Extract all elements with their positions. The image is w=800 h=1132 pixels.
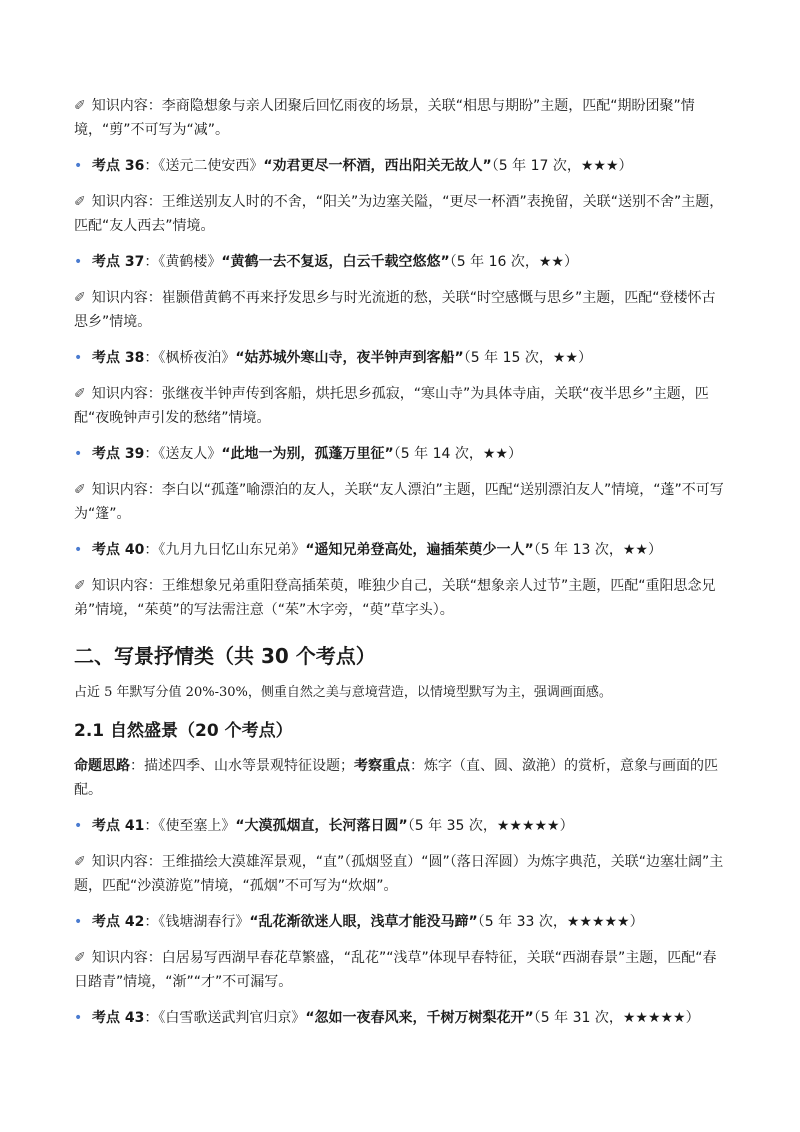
lead-text-2: ：炼字（直、圆、潋滟）的赏析，意象与画面的匹配。 <box>74 758 718 798</box>
exam-point-label: 考点 41 <box>92 818 145 834</box>
note-text: 知识内容：李商隐想象与亲人团聚后回忆雨夜的场景，关联“相思与期盼”主题，匹配“期盼团聚”情境，“剪”不可写为“减”。 <box>74 98 695 138</box>
lead-label-2: 考察重点 <box>354 758 410 774</box>
exam-point-label: 考点 37 <box>92 254 145 270</box>
note-text: 知识内容：白居易写西湖早春花草繁盛，“乱花”“浅草”体现早春特征，关联“西湖春景”主题，匹配“春日踏青”情境，“渐”“才”不可漏写。 <box>74 950 717 990</box>
bullet-icon: • <box>74 818 83 834</box>
frequency-meta: （5 年 17 次，★★★） <box>491 158 633 174</box>
section-heading: 二、写景抒情类（共 30 个考点） <box>74 644 376 668</box>
poem-title: 《使至塞上》 <box>158 818 236 834</box>
section-intro: 占近 5 年默写分值 20%-30%，侧重自然之美与意境营造，以情境型默写为主，强调画面感。 <box>74 685 612 700</box>
poem-quote: “劝君更尽一杯酒，西出阳关无故人” <box>263 158 492 174</box>
exam-point-label: 考点 40 <box>92 542 145 558</box>
pencil-icon: ✐ <box>74 194 86 210</box>
separator: ： <box>144 446 159 462</box>
poem-quote: “黄鹤一去不复返，白云千载空悠悠” <box>221 254 450 270</box>
bullet-icon: • <box>74 1010 83 1026</box>
subsection-heading: 2.1 自然盛景（20 个考点） <box>74 721 293 741</box>
pencil-icon: ✐ <box>74 386 86 402</box>
note-text: 知识内容：李白以“孤蓬”喻漂泊的友人，关联“友人漂泊”主题，匹配“送别漂泊友人”情境，“蓬”不可写为“篷”。 <box>74 482 724 522</box>
pencil-icon: ✐ <box>74 578 86 594</box>
knowledge-note <box>74 946 726 994</box>
pencil-icon: ✐ <box>74 98 86 114</box>
separator: ： <box>144 1010 159 1026</box>
exam-point-label: 考点 39 <box>92 446 145 462</box>
poem-quote: “忽如一夜春风来，千树万树梨花开” <box>305 1010 534 1026</box>
exam-point-item <box>74 910 726 934</box>
frequency-meta: （5 年 15 次，★★） <box>463 350 592 366</box>
poem-quote: “遥知兄弟登高处，遍插茱萸少一人” <box>305 542 534 558</box>
exam-point-item <box>74 346 726 370</box>
exam-point-item <box>74 538 726 562</box>
knowledge-note <box>74 286 726 334</box>
subsection-lead <box>74 754 726 802</box>
poem-quote: “乱花渐欲迷人眼，浅草才能没马蹄” <box>249 914 478 930</box>
frequency-meta: （5 年 14 次，★★） <box>393 446 522 462</box>
bullet-icon: • <box>74 542 83 558</box>
bullet-icon: • <box>74 350 83 366</box>
poem-title: 《九月九日忆山东兄弟》 <box>158 542 306 558</box>
separator: ： <box>144 914 159 930</box>
exam-point-label: 考点 38 <box>92 350 145 366</box>
exam-point-item <box>74 814 726 838</box>
note-text: 知识内容：张继夜半钟声传到客船，烘托思乡孤寂，“寒山寺”为具体寺庙，关联“夜半思乡”主题，匹配“夜晚钟声引发的愁绪”情境。 <box>74 386 709 426</box>
knowledge-note <box>74 190 726 238</box>
document-page <box>74 94 726 1042</box>
knowledge-note <box>74 574 726 622</box>
separator: ： <box>144 818 159 834</box>
poem-title: 《送友人》 <box>158 446 222 462</box>
separator: ： <box>144 542 159 558</box>
exam-point-item <box>74 250 726 274</box>
separator: ： <box>144 350 159 366</box>
note-text: 知识内容：王维想象兄弟重阳登高插茱萸，唯独少自己，关联“想象亲人过节”主题，匹配“重阳思念兄弟”情境，“茱萸”的写法需注意（“茱”木字旁，“萸”草字头）。 <box>74 578 716 618</box>
note-text: 知识内容：崔颢借黄鹤不再来抒发思乡与时光流逝的愁，关联“时空感慨与思乡”主题，匹配“登楼怀古思乡”情境。 <box>74 290 716 330</box>
poem-quote: “大漠孤烟直，长河落日圆” <box>235 818 408 834</box>
bullet-icon: • <box>74 254 83 270</box>
frequency-meta: （5 年 31 次，★★★★★） <box>533 1010 700 1026</box>
poem-quote: “此地一为别，孤蓬万里征” <box>221 446 394 462</box>
lead-text-1: ：描述四季、山水等景观特征设题； <box>130 758 354 774</box>
frequency-meta: （5 年 35 次，★★★★★） <box>407 818 574 834</box>
pencil-icon: ✐ <box>74 950 86 966</box>
separator: ： <box>144 158 159 174</box>
exam-point-item <box>74 442 726 466</box>
poem-title: 《黄鹤楼》 <box>158 254 222 270</box>
exam-point-item <box>74 1006 726 1030</box>
exam-point-label: 考点 36 <box>92 158 145 174</box>
poem-title: 《钱塘湖春行》 <box>158 914 250 930</box>
knowledge-note <box>74 850 726 898</box>
bullet-icon: • <box>74 158 83 174</box>
pencil-icon: ✐ <box>74 290 86 306</box>
poem-quote: “姑苏城外寒山寺，夜半钟声到客船” <box>235 350 464 366</box>
exam-point-label: 考点 43 <box>92 1010 145 1026</box>
poem-title: 《白雪歌送武判官归京》 <box>158 1010 306 1026</box>
poem-title: 《送元二使安西》 <box>158 158 264 174</box>
exam-point-label: 考点 42 <box>92 914 145 930</box>
bullet-icon: • <box>74 914 83 930</box>
knowledge-note <box>74 478 726 526</box>
bullet-icon: • <box>74 446 83 462</box>
pencil-icon: ✐ <box>74 854 86 870</box>
exam-point-item <box>74 154 726 178</box>
frequency-meta: （5 年 33 次，★★★★★） <box>477 914 644 930</box>
knowledge-note <box>74 94 726 142</box>
knowledge-note <box>74 382 726 430</box>
pencil-icon: ✐ <box>74 482 86 498</box>
lead-label-1: 命题思路 <box>74 758 130 774</box>
frequency-meta: （5 年 13 次，★★） <box>533 542 662 558</box>
note-text: 知识内容：王维送别友人时的不舍，“阳关”为边塞关隘，“更尽一杯酒”表挽留，关联“送别不舍”主题，匹配“友人西去”情境。 <box>74 194 724 234</box>
frequency-meta: （5 年 16 次，★★） <box>449 254 578 270</box>
poem-title: 《枫桥夜泊》 <box>158 350 236 366</box>
separator: ： <box>144 254 159 270</box>
note-text: 知识内容：王维描绘大漠雄浑景观，“直”（孤烟竖直）“圆”（落日浑圆）为炼字典范，关联“边塞壮阔”主题，匹配“沙漠游览”情境，“孤烟”不可写为“炊烟”。 <box>74 854 724 894</box>
